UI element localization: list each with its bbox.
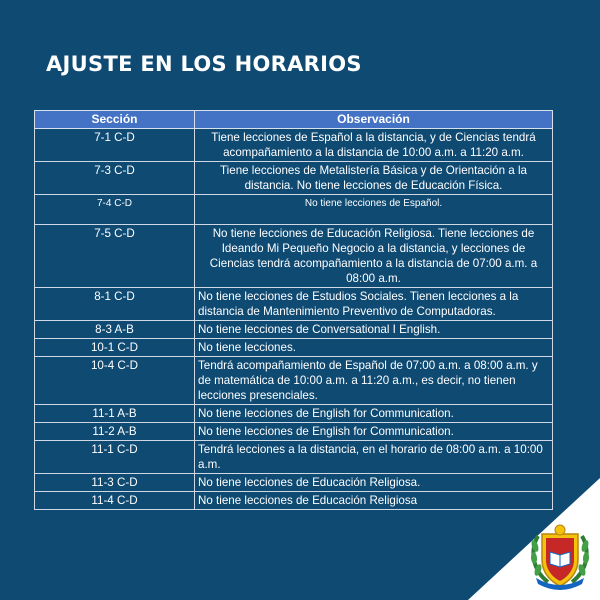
- observation-cell: No tiene lecciones de Conversational I English.: [195, 321, 553, 339]
- observation-cell: No tiene lecciones de Estudios Sociales. Tienen lecciones a la distancia de Mantenimiento Preventivo de Computadoras.: [195, 288, 553, 321]
- table-row: [35, 423, 553, 441]
- table-row: [35, 225, 553, 288]
- table-row: [35, 195, 553, 225]
- section-cell: 7-1 C-D: [35, 129, 195, 162]
- header-observation: Observación: [195, 111, 553, 129]
- table-row: [35, 441, 553, 474]
- school-crest-icon: [528, 522, 592, 590]
- observation-cell: No tiene lecciones de English for Communication.: [195, 423, 553, 441]
- section-cell: 8-3 A-B: [35, 321, 195, 339]
- schedule-table: [34, 110, 553, 510]
- table-row: [35, 339, 553, 357]
- section-cell: 8-1 C-D: [35, 288, 195, 321]
- observation-cell: Tendrá lecciones a la distancia, en el horario de 08:00 a.m. a 10:00 a.m.: [195, 441, 553, 474]
- observation-cell: No tiene lecciones de Educación Religiosa: [195, 492, 553, 510]
- table-row: [35, 405, 553, 423]
- table-row: [35, 357, 553, 405]
- table-row: [35, 162, 553, 195]
- section-cell: 11-3 C-D: [35, 474, 195, 492]
- observation-cell: Tendrá acompañamiento de Español de 07:00 a.m. a 08:00 a.m. y de matemática de 10:00 a.m. a 11:20 a.m., es decir, no tienen lecciones presenciales.: [195, 357, 553, 405]
- table-row: [35, 321, 553, 339]
- table-row: [35, 288, 553, 321]
- table-header-row: [35, 111, 553, 129]
- table-row: [35, 474, 553, 492]
- section-cell: 11-1 C-D: [35, 441, 195, 474]
- section-cell: 10-1 C-D: [35, 339, 195, 357]
- section-cell: 11-1 A-B: [35, 405, 195, 423]
- observation-cell: No tiene lecciones de Educación Religiosa.: [195, 474, 553, 492]
- observation-cell: No tiene lecciones de Educación Religiosa. Tiene lecciones de Ideando Mi Pequeño Negocio a la distancia, y lecciones de Ciencias tendrá acompañamiento a la distancia de 07:00 a.m. a 08:00 a.m.: [195, 225, 553, 288]
- section-cell: 11-4 C-D: [35, 492, 195, 510]
- observation-cell: No tiene lecciones de English for Communication.: [195, 405, 553, 423]
- page-title: AJUSTE EN LOS HORARIOS: [46, 52, 362, 76]
- section-cell: 11-2 A-B: [35, 423, 195, 441]
- section-cell: 7-5 C-D: [35, 225, 195, 288]
- observation-cell: Tiene lecciones de Español a la distancia, y de Ciencias tendrá acompañamiento a la distancia de 10:00 a.m. a 11:20 a.m.: [195, 129, 553, 162]
- section-cell: 10-4 C-D: [35, 357, 195, 405]
- table-row: [35, 492, 553, 510]
- observation-cell: No tiene lecciones.: [195, 339, 553, 357]
- section-cell: 7-4 C-D: [35, 195, 195, 225]
- observation-cell: No tiene lecciones de Español.: [195, 195, 553, 225]
- section-cell: 7-3 C-D: [35, 162, 195, 195]
- observation-cell: Tiene lecciones de Metalistería Básica y de Orientación a la distancia. No tiene lecciones de Educación Física.: [195, 162, 553, 195]
- header-section: Sección: [35, 111, 195, 129]
- table-row: [35, 129, 553, 162]
